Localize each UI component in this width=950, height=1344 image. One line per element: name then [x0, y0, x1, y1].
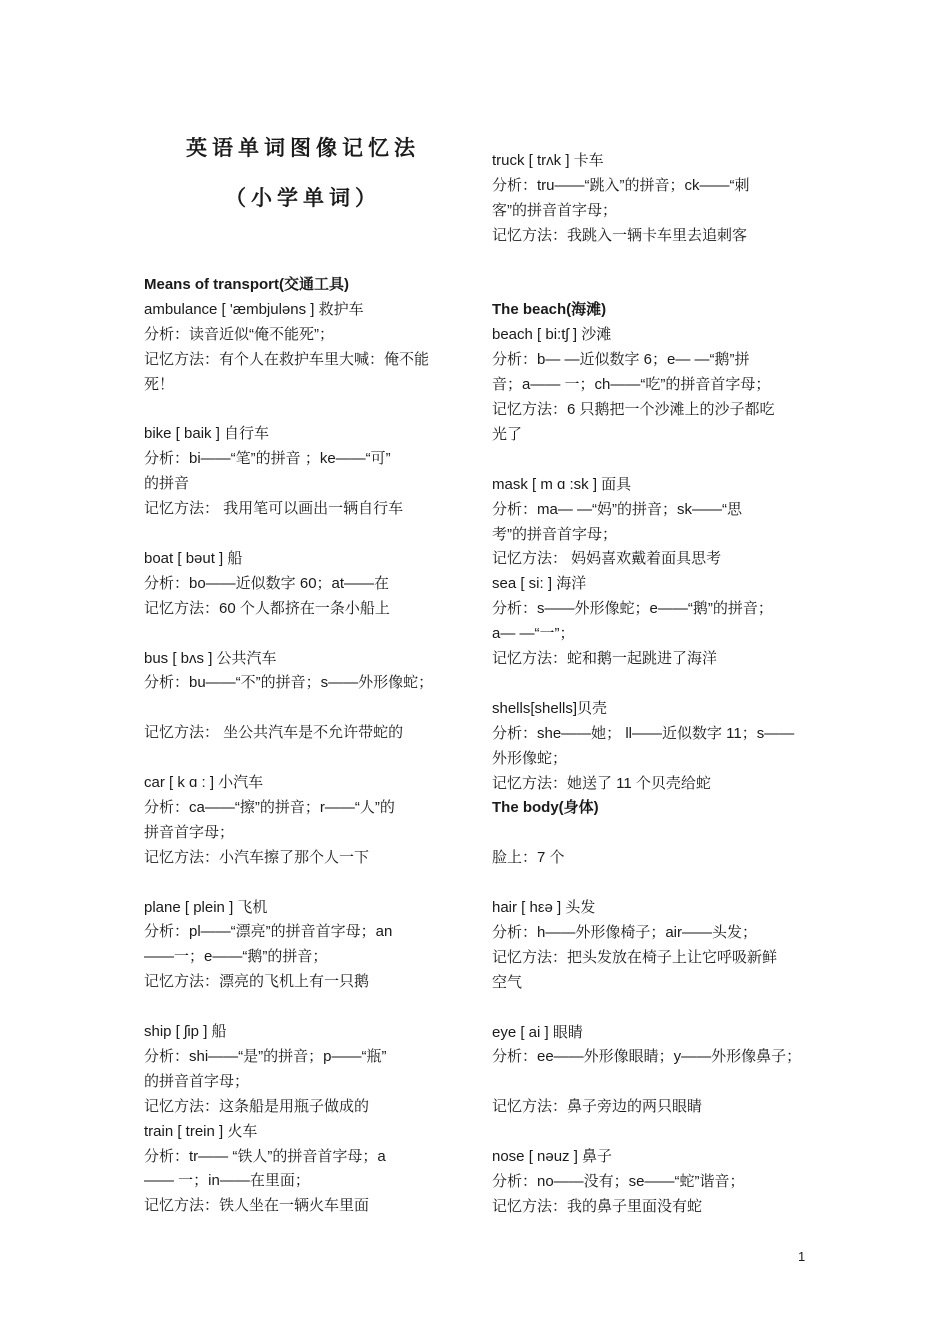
text-line: truck [ trʌk ] 卡车	[492, 152, 604, 169]
text-line: bus [ bʌs ] 公共汽车	[144, 649, 277, 667]
section-heading: The beach(海滩)	[492, 301, 607, 319]
text-line: shells[shells]贝壳	[492, 699, 608, 717]
text-line: 分析：she——她； ll——近似数字 11；s——	[492, 724, 795, 742]
text-line: 的拼音	[144, 475, 190, 493]
text-line: mask [ m ɑ :sk ] 面具	[492, 475, 632, 493]
text-line: 脸上：7 个	[492, 849, 565, 867]
text-line: nose [ nəuz ] 鼻子	[492, 1148, 613, 1165]
text-line: boat [ bəut ] 船	[144, 549, 243, 567]
text-line: 记忆方法：她送了 11 个贝壳给蛇	[492, 774, 711, 792]
text-line: a— —“一”；	[492, 625, 575, 643]
text-line: 记忆方法：铁人坐在一辆火车里面	[144, 1197, 370, 1215]
text-line: 分析：ca——“擦”的拼音；r——“人”的	[144, 798, 395, 816]
text-line: ——一；e——“鹅”的拼音；	[144, 948, 328, 966]
document-subtitle: （小学单词）	[225, 185, 381, 210]
text-line: 死！	[144, 375, 175, 393]
text-line: car [ k ɑ : ] 小汽车	[144, 774, 264, 791]
text-line: 记忆方法：60 个人都挤在一条小船上	[144, 599, 390, 617]
text-line: 考”的拼音首字母；	[492, 525, 617, 543]
text-line: 记忆方法：蛇和鹅一起跳进了海洋	[492, 650, 718, 667]
text-line: 外形像蛇；	[492, 749, 568, 767]
text-line: hair [ hεə ] 头发	[492, 899, 596, 916]
text-line: 分析：shi——“是”的拼音；p——“瓶”	[144, 1047, 387, 1065]
text-line: 分析：b— —近似数字 6；e— —“鹅”拼	[492, 351, 750, 369]
text-line: 的拼音首字母；	[144, 1072, 250, 1090]
section-heading: The body(身体)	[492, 799, 599, 817]
text-line: beach [ bi:tʃ ] 沙滩	[492, 326, 612, 344]
text-line: 记忆方法：小汽车擦了那个人一下	[144, 848, 370, 866]
text-line: 分析：bo——近似数字 60；at——在	[144, 574, 390, 592]
text-line: ambulance [ 'æmbjuləns ] 救护车	[144, 300, 364, 318]
text-line: —— 一；in——在里面；	[144, 1172, 310, 1190]
text-line: 记忆方法：漂亮的飞机上有一只鹅	[144, 973, 370, 991]
text-line: 分析：bi——“笔”的拼音 ；ke——“可”	[144, 450, 391, 468]
document-title: 英语单词图像记忆法	[186, 135, 420, 160]
text-line: 记忆方法：我的鼻子里面没有蛇	[492, 1197, 703, 1215]
text-line: 分析：bu——“不”的拼音；s——外形像蛇；	[144, 674, 434, 692]
text-line: ship [ ʃip ] 船	[144, 1023, 227, 1040]
text-line: 客”的拼音首字母；	[492, 201, 617, 219]
text-line: 记忆方法：有个人在救护车里大喊：俺不能	[144, 350, 430, 368]
text-line: 记忆方法：鼻子旁边的两只眼睛	[492, 1098, 703, 1116]
text-line: 记忆方法： 妈妈喜欢戴着面具思考	[492, 550, 722, 568]
text-line: 拼音首字母；	[144, 823, 235, 841]
text-line: 记忆方法：把头发放在椅子上让它呼吸新鲜	[492, 948, 778, 966]
text-line: 分析：pl——“漂亮”的拼音首字母；an	[144, 923, 393, 941]
text-line: train [ trein ] 火车	[144, 1122, 258, 1140]
text-line: 记忆方法：我跳入一辆卡车里去追刺客	[492, 226, 748, 244]
page-number: 1	[798, 1249, 806, 1264]
text-line: 记忆方法：这条船是用瓶子做成的	[144, 1097, 370, 1115]
text-line: 分析：tr—— “铁人”的拼音首字母；a	[144, 1147, 386, 1165]
text-line: 光了	[492, 425, 523, 443]
text-line: 记忆方法： 坐公共汽车是不允许带蛇的	[144, 724, 404, 742]
text-line: plane [ plein ] 飞机	[144, 898, 268, 916]
text-line: 空气	[492, 973, 523, 991]
text-line: 分析：ma— —“妈”的拼音；sk——“思	[492, 500, 742, 518]
text-line: 分析：no——没有；se——“蛇”谐音；	[492, 1172, 745, 1190]
text-line: 分析：h——外形像椅子；air——头发；	[492, 923, 758, 941]
text-line: sea [ si: ] 海洋	[492, 575, 587, 593]
text-line: eye [ ai ] 眼睛	[492, 1023, 583, 1041]
text-line: 分析：tru——“跳入”的拼音；ck——“刺	[492, 176, 750, 194]
text-line: bike [ baik ] 自行车	[144, 425, 270, 443]
text-line: 音；a—— 一；ch——“吃”的拼音首字母；	[492, 376, 771, 394]
text-line: 记忆方法： 我用笔可以画出一辆自行车	[144, 500, 404, 518]
text-line: 分析：s——外形像蛇；e——“鹅”的拼音；	[492, 600, 773, 618]
text-line: 记忆方法：6 只鹅把一个沙滩上的沙子都吃	[492, 401, 775, 418]
text-line: 分析：ee——外形像眼睛；y——外形像鼻子；	[492, 1048, 802, 1066]
text-line: 分析：读音近似“俺不能死”；	[144, 325, 334, 343]
section-heading: Means of transport(交通工具)	[144, 276, 350, 293]
